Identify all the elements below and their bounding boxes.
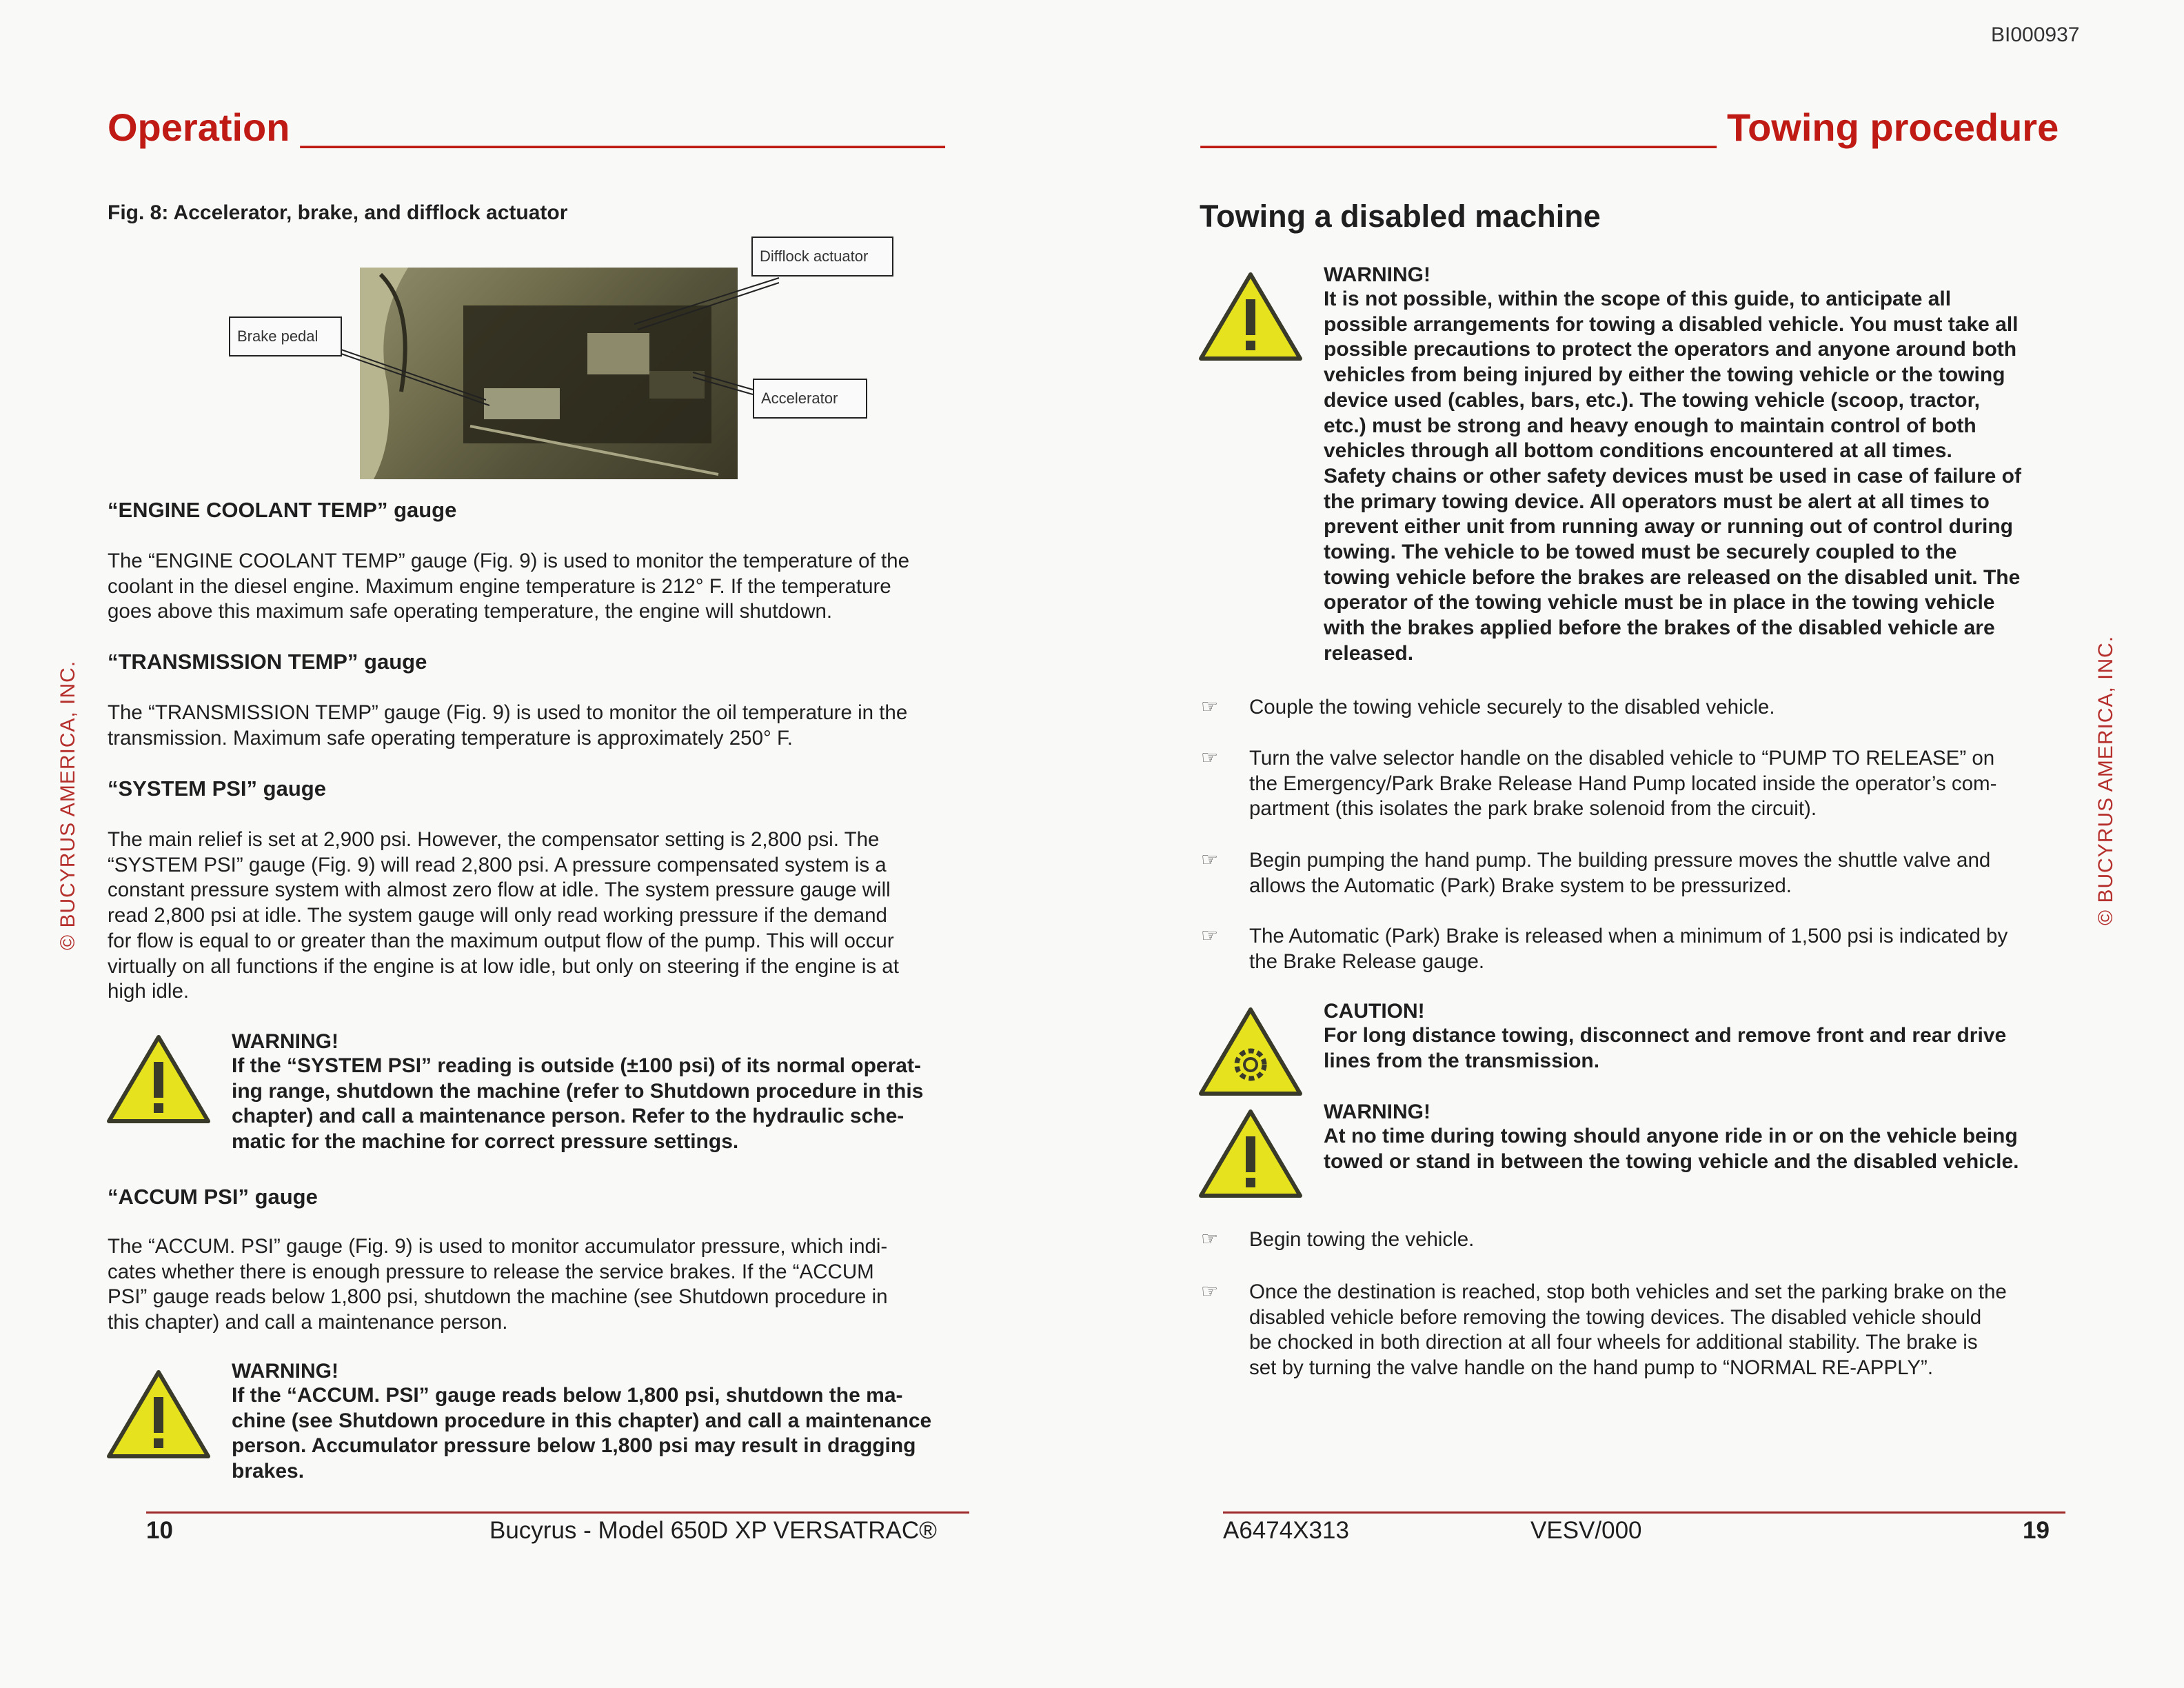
warning-line: chapter) and call a maintenance person. Refer to the hydraulic sche- [232,1105,904,1128]
text-line: for flow is equal to or greater than the maximum output flow of the pump. This will occur [108,929,894,952]
callout-difflock-actuator: Difflock actuator [751,237,893,277]
warning-line: released. [1324,641,1414,665]
pointing-hand-icon: ☞ [1201,747,1219,768]
footer-doc-code: A6474X313 [1223,1517,1349,1544]
warning-line: prevent either unit from running away or running out of control during [1324,515,2013,539]
warning-line: Safety chains or other safety devices must be used in case of failure of [1324,464,2022,488]
footer-page-number-right: 19 [2023,1517,2050,1544]
warning-line: device used (cables, bars, etc.). The towing vehicle (scoop, tractor, [1324,388,1980,412]
text-line: Turn the valve selector handle on the disabled vehicle to “PUMP TO RELEASE” on [1249,747,1995,770]
footer-revision: VESV/000 [1530,1517,1642,1544]
text-line: The main relief is set at 2,900 psi. However, the compensator setting is 2,800 psi. The [108,828,880,851]
warning-line: towing. The vehicle to be towed must be securely coupled to the [1324,541,1957,564]
warning-line: etc.) must be strong and heavy enough to maintain control of both [1324,414,1976,437]
warning-line: brakes. [232,1460,305,1483]
warning-line: vehicles from being injured by either the towing vehicle or the towing [1324,363,2005,387]
warning-line: If the “ACCUM. PSI” gauge reads below 1,800 psi, shutdown the ma- [232,1384,903,1407]
text-line: Begin towing the vehicle. [1249,1228,1475,1251]
warning-label: WARNING! [1324,263,1430,286]
section-body-transmission-temp [108,701,997,751]
callout-accelerator: Accelerator [753,379,867,419]
warning-triangle-icon [1198,1109,1303,1200]
text-line: partment (this isolates the park brake solenoid from the circuit). [1249,797,1817,821]
caution-line: For long distance towing, disconnect and remove front and rear drive [1324,1024,2007,1047]
header-title-text: Towing procedure [1727,106,2059,149]
document-id: BI000937 [1991,23,2080,46]
text-line: The “ENGINE COOLANT TEMP” gauge (Fig. 9) is used to monitor the temperature of the [108,550,909,572]
text-line: this chapter) and call a maintenance person. [108,1311,508,1334]
text-line: be chocked in both direction at all four wheels for additional stability. The brake is [1249,1331,1978,1354]
text-line: allows the Automatic (Park) Brake system to be pressurized. [1249,874,1792,897]
text-line: read 2,800 psi at idle. The system gauge will only read working pressure if the demand [108,904,887,927]
text-line: virtually on all functions if the engine is at low idle, but only on steering if the engine is at [108,954,899,978]
caution-label: CAUTION! [1324,1000,1425,1023]
page-header-towing [1201,105,2059,150]
caution-line: lines from the transmission. [1324,1049,1600,1072]
section-heading-towing-disabled: Towing a disabled machine [1200,199,1601,234]
warning-line: towing vehicle before the brakes are released on the disabled unit. The [1324,565,2021,589]
warning-line: At no time during towing should anyone ride in or on the vehicle being [1324,1125,2018,1147]
text-line: constant pressure system with almost zero flow at idle. The system pressure gauge will [108,878,891,902]
warning-line: It is not possible, within the scope of this guide, to anticipate all [1324,288,1952,310]
step-hand-pump [1249,848,2090,898]
step-destination [1249,1280,2090,1381]
warning-line: operator of the towing vehicle must be in place in the towing vehicle [1324,591,1995,614]
text-line: cates whether there is enough pressure to release the service brakes. If the “ACCUM [108,1260,874,1283]
callout-brake-pedal: Brake pedal [229,316,342,356]
step-brake-released [1249,924,2090,974]
warning-label: WARNING! [1324,1101,1430,1123]
warning-triangle-icon [106,1369,211,1460]
figure-caption: Fig. 8: Accelerator, brake, and difflock actuator [108,201,568,224]
section-heading-system-psi: “SYSTEM PSI” gauge [108,776,326,801]
footer-model: Bucyrus - Model 650D XP VERSATRAC® [489,1517,937,1544]
header-underline: ______________________________ [301,106,945,149]
text-line: The Automatic (Park) Brake is released when a minimum of 1,500 psi is indicated by [1249,925,2008,947]
text-line: set by turning the valve handle on the hand pump to “NORMAL RE-APPLY”. [1249,1356,1934,1380]
text-line: high idle. [108,980,190,1003]
footer-rule-left [146,1511,969,1514]
warning-line: ing range, shutdown the machine (refer to Shutdown procedure in this [232,1079,924,1103]
text-line: The “TRANSMISSION TEMP” gauge (Fig. 9) is used to monitor the oil temperature in the [108,701,908,724]
section-heading-accum-psi: “ACCUM PSI” gauge [108,1185,318,1209]
text-line: “SYSTEM PSI” gauge (Fig. 9) will read 2,800 psi. A pressure compensated system is a [108,853,887,876]
section-body-engine-coolant [108,549,997,625]
text-line: PSI” gauge reads below 1,800 psi, shutdown the machine (see Shutdown procedure in [108,1285,888,1309]
text-line: transmission. Maximum safe operating temperature is approximately 250° F. [108,726,793,750]
header-title-text: Operation [108,106,290,149]
text-line: disabled vehicle before removing the towing devices. The disabled vehicle should [1249,1305,1982,1329]
section-body-system-psi [108,827,997,1005]
warning-line: possible precautions to protect the operators and anyone around both [1324,338,2017,361]
warning-line: the primary towing device. All operators must be alert at all times to [1324,490,1990,513]
pointing-hand-icon: ☞ [1201,1280,1219,1302]
warning-triangle-icon [1198,272,1303,363]
text-line: The “ACCUM. PSI” gauge (Fig. 9) is used to monitor accumulator pressure, which indi- [108,1235,888,1258]
warning-box-system-psi [232,1030,1004,1155]
pointing-hand-icon: ☞ [1201,849,1219,870]
step-couple [1249,695,2090,721]
text-line: goes above this maximum safe operating temperature, the engine will shutdown. [108,600,833,623]
header-underline: ________________________ [1201,106,1717,149]
text-line: the Brake Release gauge. [1249,950,1485,973]
text-line: Once the destination is reached, stop both vehicles and set the parking brake on the [1249,1280,2007,1303]
warning-line: If the “SYSTEM PSI” reading is outside (±100 psi) of its normal operat- [232,1054,921,1077]
warning-label: WARNING! [232,1360,338,1383]
warning-line: chine (see Shutdown procedure in this chapter) and call a maintenance [232,1409,932,1432]
warning-box-towing [1324,263,2089,667]
pointing-hand-icon: ☞ [1201,696,1219,717]
section-body-accum-psi [108,1234,997,1336]
text-line: Couple the towing vehicle securely to the disabled vehicle. [1249,696,1775,719]
side-copyright-right: © BUCYRUS AMERICA, INC. [2094,635,2117,925]
warning-line: person. Accumulator pressure below 1,800 psi may result in dragging [232,1434,916,1458]
pointing-hand-icon: ☞ [1201,925,1219,946]
warning-box-accum-psi [232,1360,1004,1485]
step-valve-selector [1249,746,2090,822]
caution-gear-triangle-icon [1198,1007,1303,1098]
section-heading-transmission-temp: “TRANSMISSION TEMP” gauge [108,650,427,674]
footer-page-number-left: 10 [146,1517,173,1544]
caution-box [1324,1000,2089,1074]
warning-line: vehicles through all bottom conditions encountered at all times. [1324,439,1952,463]
text-line: Begin pumping the hand pump. The building pressure moves the shuttle valve and [1249,849,1991,872]
footer-rule-right [1223,1511,2065,1514]
warning-line: matic for the machine for correct pressure settings. [232,1130,739,1154]
step-begin-towing [1249,1227,2090,1253]
side-copyright-left: © BUCYRUS AMERICA, INC. [57,660,79,950]
pointing-hand-icon: ☞ [1201,1228,1219,1249]
warning-triangle-icon [106,1034,211,1125]
warning-line: towed or stand in between the towing vehicle and the disabled vehicle. [1324,1149,2019,1173]
text-line: coolant in the diesel engine. Maximum engine temperature is 212° F. If the temperature [108,574,891,598]
warning-line: with the brakes applied before the brakes of the disabled vehicle are [1324,616,1995,640]
warning-box-ride [1324,1101,2089,1174]
warning-label: WARNING! [232,1030,338,1053]
text-line: the Emergency/Park Brake Release Hand Pump located inside the operator’s com- [1249,772,1997,795]
section-heading-engine-coolant: “ENGINE COOLANT TEMP” gauge [108,498,457,522]
warning-line: possible arrangements for towing a disabled vehicle. You must take all [1324,312,2019,336]
